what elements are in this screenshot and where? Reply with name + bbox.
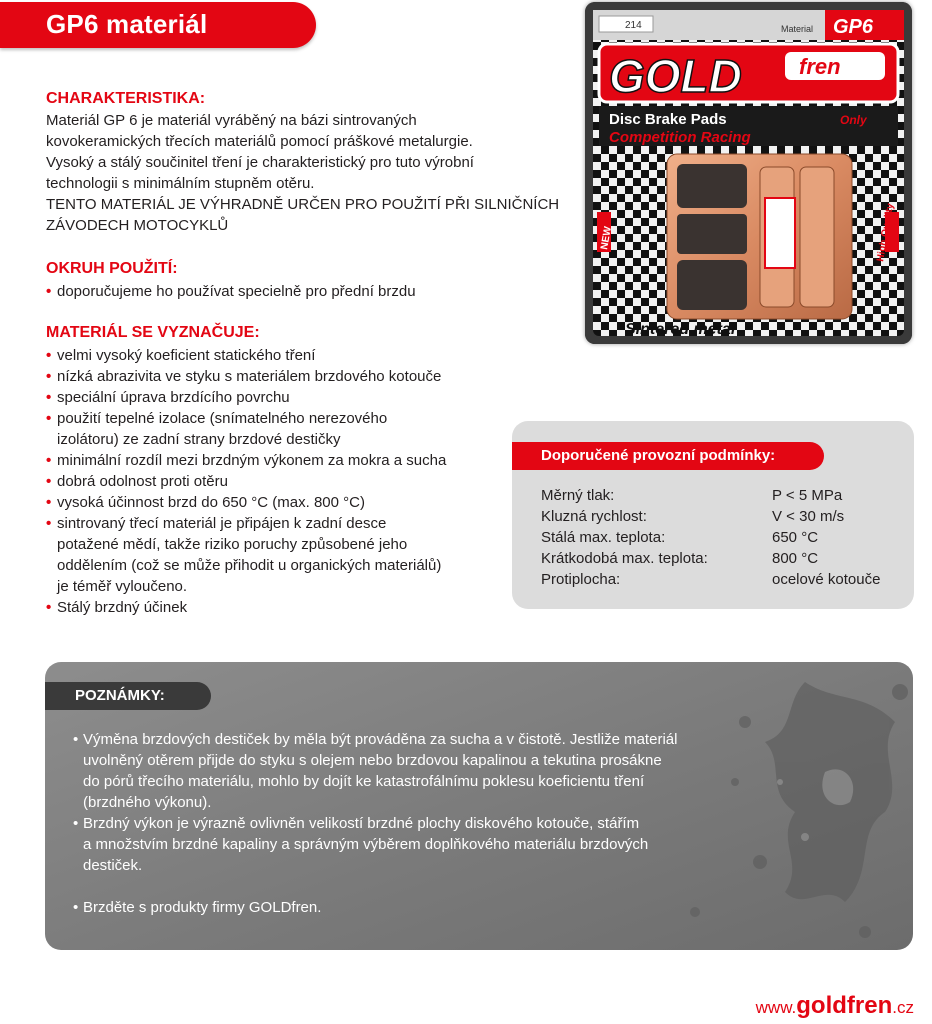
website-link[interactable] [756,992,914,1020]
package-only: Only [840,113,867,127]
list-item: • speciální úprava brzdícího povrchu [46,387,446,408]
brake-pad-package-illustration [585,2,912,344]
list-item: • velmi vysoký koeficient statického tření [46,345,446,366]
characteristics-heading: CHARAKTERISTIKA: [46,90,206,107]
condition-value: 650 °C [772,529,819,546]
characteristics-text: Materiál GP 6 je materiál vyráběný na bázi sintrovaných kovokeramických třecích materiálů pomocí práškové metalurgie. Vysoký a stálý součinitel tření je charakteristický pro tuto výrobní technologii s minimálním stupněm otěru. TENTO MATERIÁL JE VÝHRADNĚ URČEN PRO POUŽITÍ PŘI SILNIČNÍCH ZÁVODECH MOTOCYKLŮ [46,112,560,234]
list-item: • minimální rozdíl mezi brzdným výkonem za mokra a sucha [46,450,446,471]
website-suffix: .cz [892,998,914,1017]
package-badge: GP6 [833,16,874,38]
condition-value: V < 30 m/s [772,508,845,525]
condition-label: Stálá max. teplota: [541,529,666,546]
list-item: • Brzděte s produkty firmy GOLDfren. [73,897,773,918]
list-item: • vysoká účinnost brzd do 650 °C (max. 800 °C) [46,492,446,513]
title-bar [0,2,316,48]
list-item: • Stálý brzdný účinek [46,597,446,618]
package-code: 214 [625,20,642,31]
condition-value: ocelové kotouče [772,571,881,588]
package-side-right: High Quality [875,202,897,263]
usage-list [46,281,416,302]
condition-label: Měrný tlak: [541,487,615,504]
package-side-left: NEW [599,225,615,251]
package-logo-fren: fren [799,54,841,79]
notes-tab [45,682,211,710]
package-material-label: Material [781,24,814,34]
list-item: • nízká abrazivita ve styku s materiálem brzdového kotouče [46,366,446,387]
conditions-box [512,421,914,609]
notes-list [73,729,773,918]
condition-label: Krátkodobá max. teplota: [541,550,708,567]
package-logo-gold: GOLD [609,50,742,102]
list-item: • dobrá odolnost proti otěru [46,471,446,492]
condition-label: Kluzná rychlost: [541,508,647,525]
notes-heading: POZNÁMKY: [75,687,165,704]
product-image [585,2,912,344]
condition-value: 800 °C [772,550,819,567]
condition-value: P < 5 MPa [772,487,843,504]
notes-panel [45,662,913,950]
usage-heading: OKRUH POUŽITÍ: [46,260,178,277]
list-item: • Výměna brzdových destiček by měla být prováděna za sucha a v čistotě. Jestliže materiál uvolněný otěrem přijde do styku s olejem nebo brzdovou kapalinou a tekutina prosákne do pórů třecího materiálu, mohlo by dojít ke katastrofálnímu poklesu koeficientu tření (brzdného výkonu). [73,729,773,813]
features-list [46,345,446,618]
website-brand: goldfren [796,992,893,1019]
website-prefix: www. [755,998,797,1017]
list-item: • sintrovaný třecí materiál je připájen k zadní desce potažené mědí, takže riziko poruchy způsobené jeho oddělením (což se může přihodit u organických materiálů) je téměř vyloučeno. [46,513,446,597]
page-title: GP6 materiál [46,9,208,39]
list-item: • doporučujeme ho používat specielně pro přední brzdu [46,281,416,302]
list-item: • použití tepelné izolace (snímatelného nerezového izolátoru) ze zadní strany brzdové destičky [46,408,446,450]
conditions-tab [512,442,824,470]
list-item: • Brzdný výkon je výrazně ovlivněn velikostí brzdné plochy diskového kotouče, stářím a množstvím brzdné kapaliny a správným výběrem doplňkového materiálu brzdových destiček. [73,813,773,876]
features-heading: MATERIÁL SE VYZNAČUJE: [46,324,260,341]
condition-label: Protiplocha: [541,571,621,588]
conditions-heading: Doporučené provozní podmínky: [541,447,776,464]
package-line2: Competition Racing [609,129,751,146]
package-line1: Disc Brake Pads [609,111,727,128]
package-bottom: Sintered metal [625,321,736,338]
